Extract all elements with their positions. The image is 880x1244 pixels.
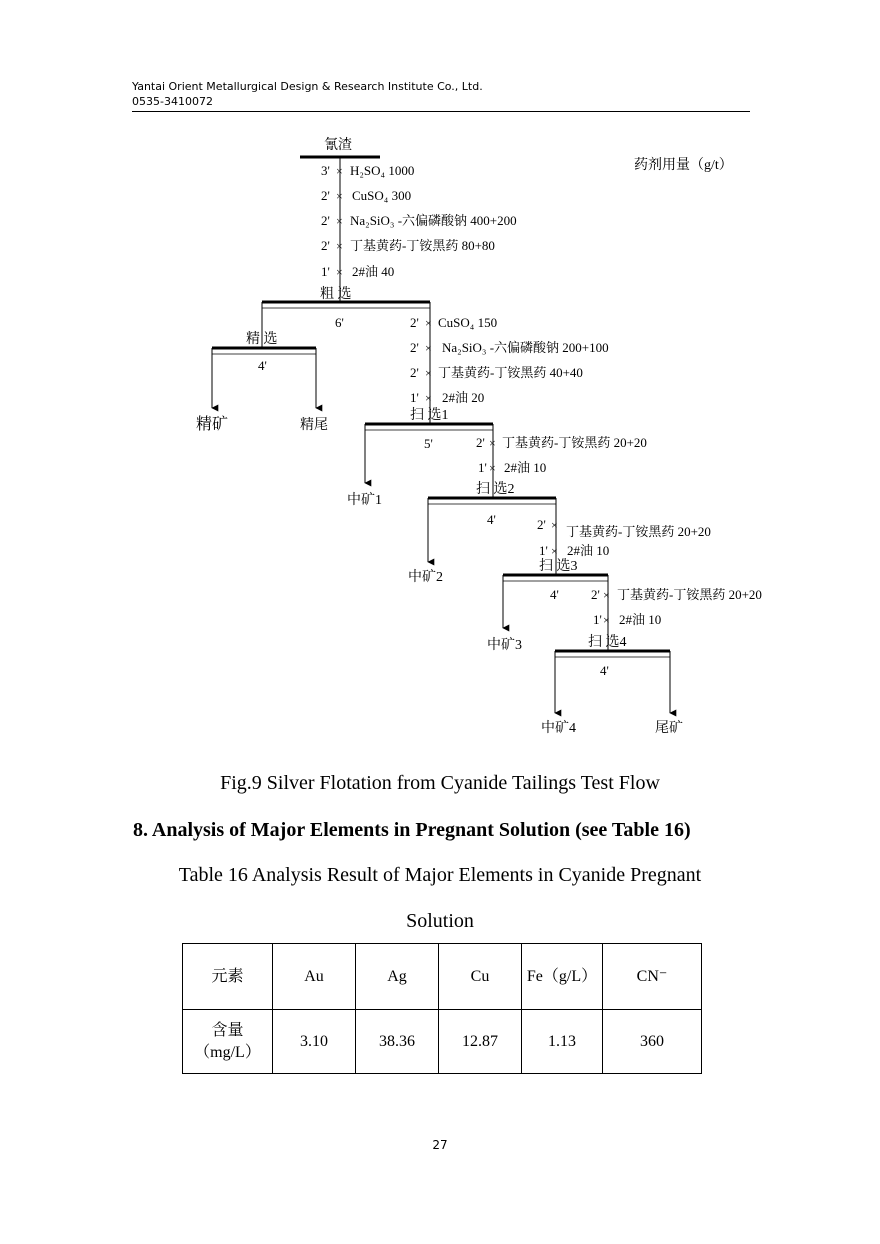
table-header-row (183, 944, 702, 1010)
svg-text:1': 1' (593, 612, 602, 627)
scavenger3-label: 扫 选3 (539, 559, 578, 574)
svg-text:×: × (336, 164, 343, 178)
svg-text:2': 2' (591, 587, 600, 602)
svg-text:×: × (489, 461, 496, 475)
svg-text:×: × (336, 214, 343, 228)
page-number: 27 (432, 1138, 448, 1152)
svg-text:2': 2' (410, 365, 419, 380)
svg-text:丁基黄药-丁铵黑药 20+20: 丁基黄药-丁铵黑药 20+20 (502, 435, 647, 450)
feed-label: 氰渣 (324, 138, 352, 153)
svg-text:1': 1' (410, 390, 419, 405)
header-phone: 0535-3410072 (132, 95, 213, 108)
section-heading: 8. Analysis of Major Elements in Pregnant Solution (see Table 16) (133, 819, 691, 841)
scavenger1-label: 扫 选1 (410, 408, 449, 423)
svg-text:丁基黄药-丁铵黑药 80+80: 丁基黄药-丁铵黑药 80+80 (350, 238, 495, 253)
flowsheet-diagram (0, 130, 880, 750)
scavenger1-reagent (410, 390, 484, 405)
svg-text:1': 1' (539, 543, 548, 558)
table-caption-continued: Solution (406, 910, 474, 932)
svg-text:2#油 10: 2#油 10 (619, 612, 662, 627)
svg-text:Na₂SiO₃ -六偏磷酸钠 400+200: Na₂SiO₃ -六偏磷酸钠 400+200 (350, 213, 517, 228)
table-header-cell: Cu (439, 944, 522, 1010)
svg-text:CuSO₄ 150: CuSO₄ 150 (438, 315, 498, 330)
svg-text:丁基黄药-丁铵黑药 40+40: 丁基黄药-丁铵黑药 40+40 (438, 365, 583, 380)
table-cell: 3.10 (273, 1010, 356, 1074)
scavenger2-time: 4' (487, 512, 496, 527)
svg-text:1': 1' (478, 460, 487, 475)
table-cell: 360 (603, 1010, 702, 1074)
table-cell: 12.87 (439, 1010, 522, 1074)
svg-text:2#油 40: 2#油 40 (352, 264, 395, 279)
svg-text:2': 2' (476, 435, 485, 450)
header-rule (132, 111, 750, 112)
svg-text:×: × (425, 316, 432, 330)
svg-text:CuSO₄ 300: CuSO₄ 300 (352, 188, 412, 203)
rougher-reagent (321, 188, 411, 203)
scavenger1-reagent (410, 340, 609, 355)
table-row (183, 1010, 702, 1074)
scavenger3-time: 4' (550, 587, 559, 602)
svg-text:2': 2' (537, 517, 546, 532)
scavenger2-label: 扫 选2 (476, 482, 515, 497)
table-header-cell: CN⁻ (603, 944, 702, 1010)
svg-text:2': 2' (321, 188, 330, 203)
svg-text:2': 2' (321, 213, 330, 228)
svg-text:×: × (336, 239, 343, 253)
svg-text:2': 2' (410, 340, 419, 355)
final-tailing-label: 尾矿 (655, 721, 683, 736)
header-company: Yantai Orient Metallurgical Design & Research Institute Co., Ltd. (132, 80, 483, 93)
cleaner-time: 4' (258, 358, 267, 373)
middling2-label: 中矿2 (408, 570, 443, 585)
table-cell: 38.36 (356, 1010, 439, 1074)
svg-text:2': 2' (321, 238, 330, 253)
svg-text:3': 3' (321, 163, 330, 178)
svg-text:×: × (336, 265, 343, 279)
svg-text:×: × (489, 436, 496, 450)
rougher-reagent (321, 213, 517, 228)
svg-text:×: × (603, 588, 610, 602)
scavenger3-reagent (537, 517, 711, 539)
table-caption: Table 16 Analysis Result of Major Elements in Cyanide Pregnant (178, 864, 702, 886)
middling4-label: 中矿4 (541, 721, 576, 736)
svg-text:×: × (551, 544, 558, 558)
svg-text:H₂SO₄ 1000: H₂SO₄ 1000 (350, 163, 415, 178)
svg-text:2#油 10: 2#油 10 (504, 460, 547, 475)
scavenger1-reagent (410, 365, 583, 380)
svg-text:2': 2' (410, 315, 419, 330)
svg-text:1': 1' (321, 264, 330, 279)
table-header-cell: Fe（g/L） (522, 944, 603, 1010)
svg-text:×: × (425, 391, 432, 405)
scavenger3-reagent (539, 543, 609, 558)
page-header (132, 79, 750, 109)
cleaner-tailing-label: 精尾 (300, 418, 328, 433)
cleaner-label: 精 选 (246, 332, 278, 347)
dosage-unit-label: 药剂用量（g/t） (634, 158, 733, 173)
scavenger4-time: 4' (600, 663, 609, 678)
middling1-label: 中矿1 (347, 493, 382, 508)
svg-text:Na₂SiO₃ -六偏磷酸钠 200+100: Na₂SiO₃ -六偏磷酸钠 200+100 (442, 340, 609, 355)
figure-caption: Fig.9 Silver Flotation from Cyanide Tailings Test Flow (220, 772, 660, 794)
table-header-cell: 元素 (183, 944, 273, 1010)
table-header-cell: Ag (356, 944, 439, 1010)
middling3-label: 中矿3 (487, 638, 522, 653)
table-row-label: 含量 （mg/L） (183, 1010, 273, 1074)
concentrate-label: 精矿 (196, 416, 229, 433)
scavenger1-reagent (410, 315, 497, 330)
svg-text:丁基黄药-丁铵黑药 20+20: 丁基黄药-丁铵黑药 20+20 (617, 587, 762, 602)
svg-text:×: × (336, 189, 343, 203)
scavenger4-reagent (591, 587, 762, 602)
scavenger2-reagent (476, 435, 647, 450)
scavenger2-reagent (478, 460, 546, 475)
svg-text:×: × (551, 518, 558, 532)
elements-table (182, 943, 702, 1074)
rougher-reagent (321, 163, 414, 178)
svg-text:丁基黄药-丁铵黑药 20+20: 丁基黄药-丁铵黑药 20+20 (566, 524, 711, 539)
scavenger1-time: 5' (424, 436, 433, 451)
scavenger4-reagent (593, 612, 661, 627)
svg-text:2#油 10: 2#油 10 (567, 543, 610, 558)
rougher-reagent (321, 238, 495, 253)
svg-text:×: × (603, 613, 610, 627)
rougher-reagent (321, 264, 394, 279)
rougher-time: 6' (335, 315, 344, 330)
svg-text:×: × (425, 341, 432, 355)
table-header-cell: Au (273, 944, 356, 1010)
svg-text:2#油 20: 2#油 20 (442, 390, 485, 405)
table-cell: 1.13 (522, 1010, 603, 1074)
svg-text:×: × (425, 366, 432, 380)
rougher-label: 粗 选 (320, 287, 352, 302)
scavenger4-label: 扫 选4 (588, 635, 627, 650)
